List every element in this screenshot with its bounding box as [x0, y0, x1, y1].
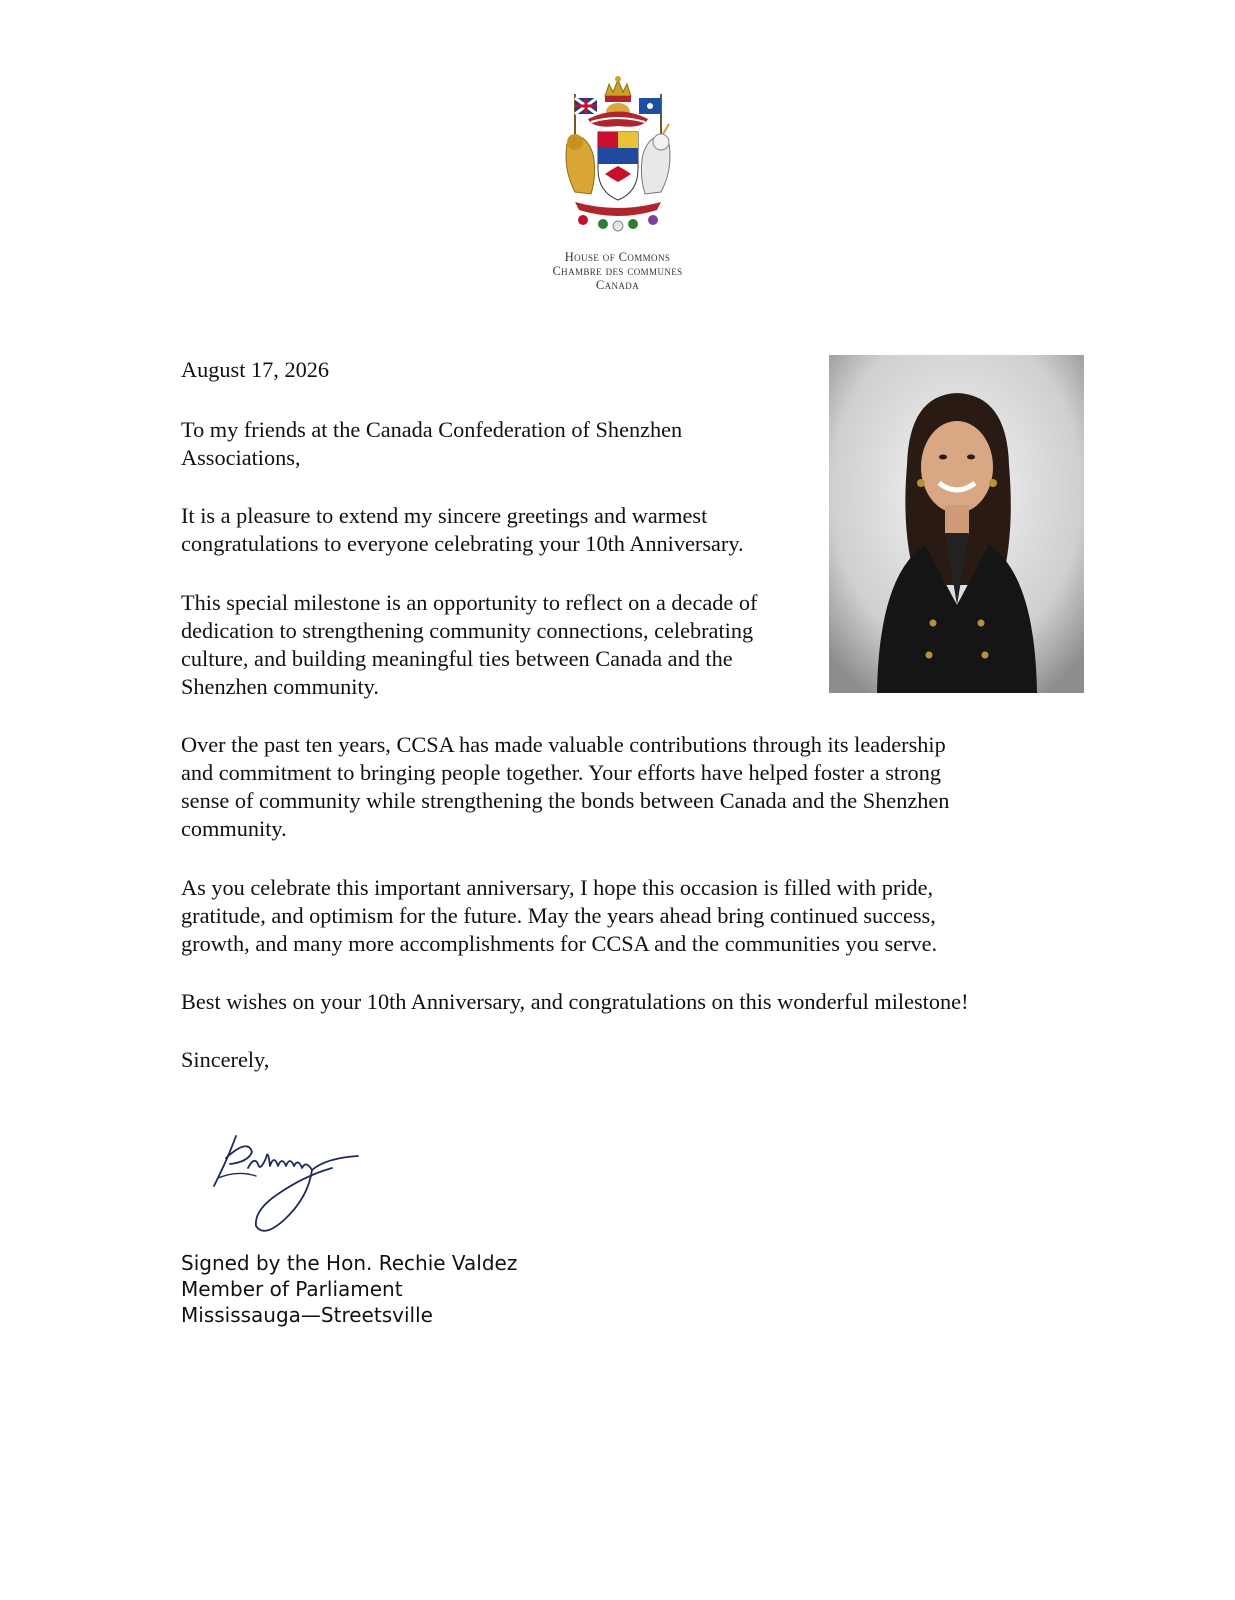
paragraph-3-line-1: Over the past ten years, CCSA has made valuable contributions through its leadership — [181, 732, 946, 757]
paragraph-4-line-3: growth, and many more accomplishments for CCSA and the communities you serve. — [181, 931, 938, 956]
paragraph-2-line-2: dedication to strengthening community connections, celebrating — [181, 618, 754, 643]
paragraph-2-line-1: This special milestone is an opportunity to reflect on a decade of — [181, 590, 758, 615]
paragraph-1-line-2: congratulations to everyone celebrating your 10th Anniversary. — [181, 531, 744, 556]
org-name-english: House of Commons — [564, 250, 671, 264]
signatory-title: Member of Parliament — [181, 1277, 403, 1301]
paragraph-4-line-1: As you celebrate this important anniversary, I hope this occasion is filled with pride, — [181, 875, 934, 900]
paragraph-4-line-2: gratitude, and optimism for the future. May the years ahead bring continued success, — [181, 903, 936, 928]
paragraph-3-line-4: community. — [181, 816, 287, 841]
signatory-block — [181, 1250, 517, 1328]
letter-date: August 17, 2026 — [181, 357, 330, 382]
paragraph-5: Best wishes on your 10th Anniversary, and congratulations on this wonderful milestone! — [181, 989, 969, 1014]
letterhead — [0, 74, 1235, 292]
salutation-line-2: Associations, — [181, 445, 301, 470]
signatory-riding: Mississauga—Streetsville — [181, 1303, 433, 1327]
paragraph-2-line-4: Shenzhen community. — [181, 674, 379, 699]
org-country: Canada — [595, 278, 640, 292]
closing: Sincerely, — [181, 1047, 270, 1072]
portrait-photo — [829, 355, 1084, 693]
org-name-french: Chambre des communes — [552, 264, 683, 278]
paragraph-1-line-1: It is a pleasure to extend my sincere greetings and warmest — [181, 503, 708, 528]
signature-icon — [208, 1128, 368, 1238]
coat-of-arms-icon — [553, 74, 683, 234]
paragraph-3-line-3: sense of community while strengthening the bonds between Canada and the Shenzhen — [181, 788, 950, 813]
paragraph-2-line-3: culture, and building meaningful ties between Canada and the — [181, 646, 733, 671]
signatory-name: Signed by the Hon. Rechie Valdez — [181, 1251, 518, 1275]
salutation-line-1: To my friends at the Canada Confederation of Shenzhen — [181, 417, 683, 442]
paragraph-3-line-2: and commitment to bringing people together. Your efforts have helped foster a strong — [181, 760, 941, 785]
